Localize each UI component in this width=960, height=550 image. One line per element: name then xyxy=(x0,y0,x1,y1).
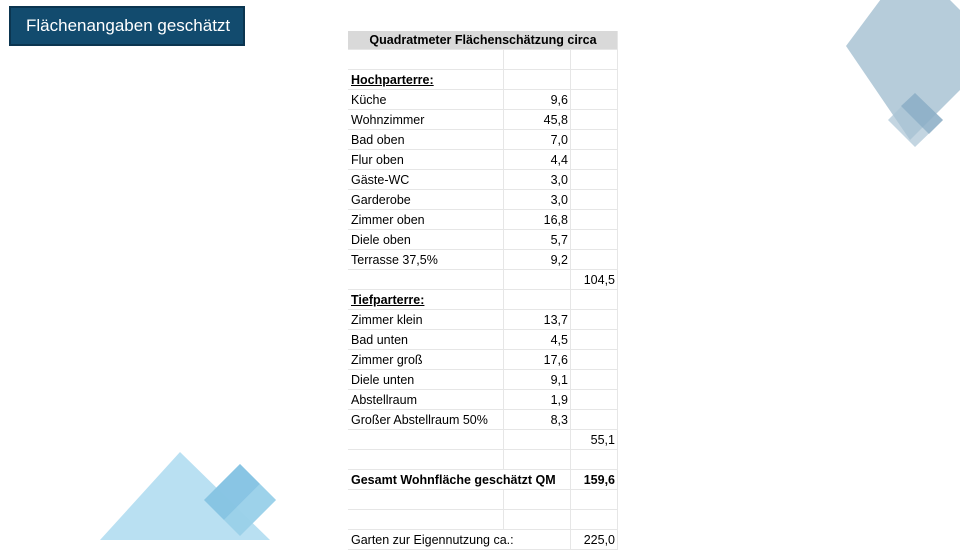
table-row xyxy=(348,170,618,190)
room-name: Diele oben xyxy=(348,230,504,250)
table-row xyxy=(348,310,618,330)
subtotal-row-tiefparterre xyxy=(348,430,618,450)
room-area: 13,7 xyxy=(504,310,571,330)
room-name: Zimmer klein xyxy=(348,310,504,330)
room-name: Gäste-WC xyxy=(348,170,504,190)
empty-row xyxy=(348,50,618,70)
subtotal-hochparterre: 104,5 xyxy=(571,270,618,290)
table-row xyxy=(348,190,618,210)
section-row-hochparterre xyxy=(348,70,618,90)
table-header-row xyxy=(348,31,618,50)
total-row xyxy=(348,470,618,490)
room-area: 9,2 xyxy=(504,250,571,270)
empty-row xyxy=(348,510,618,530)
room-name: Terrasse 37,5% xyxy=(348,250,504,270)
room-area: 5,7 xyxy=(504,230,571,250)
room-area: 9,6 xyxy=(504,90,571,110)
room-name: Zimmer oben xyxy=(348,210,504,230)
room-name: Flur oben xyxy=(348,150,504,170)
room-area: 16,8 xyxy=(504,210,571,230)
section-row-tiefparterre xyxy=(348,290,618,310)
slide-title-text: Flächenangaben geschätzt xyxy=(26,16,231,35)
decorative-shapes-bottom-left xyxy=(100,450,290,540)
table-row xyxy=(348,410,618,430)
room-area: 7,0 xyxy=(504,130,571,150)
table-header: Quadratmeter Flächenschätzung circa xyxy=(348,31,618,50)
room-area: 4,5 xyxy=(504,330,571,350)
room-area: 17,6 xyxy=(504,350,571,370)
garden-label: Garten zur Eigennutzung ca.: xyxy=(348,530,571,550)
room-name: Bad oben xyxy=(348,130,504,150)
decorative-shapes-top-right xyxy=(840,0,960,150)
room-area: 4,4 xyxy=(504,150,571,170)
section-label-tiefparterre: Tiefparterre: xyxy=(348,290,504,310)
table-row xyxy=(348,210,618,230)
area-estimate-table xyxy=(348,31,618,550)
table-row xyxy=(348,250,618,270)
table-row xyxy=(348,110,618,130)
room-name: Abstellraum xyxy=(348,390,504,410)
table-row xyxy=(348,370,618,390)
room-area: 9,1 xyxy=(504,370,571,390)
table-row xyxy=(348,350,618,370)
total-label: Gesamt Wohnfläche geschätzt QM xyxy=(348,470,571,490)
room-area: 8,3 xyxy=(504,410,571,430)
subtotal-row-hochparterre xyxy=(348,270,618,290)
empty-row xyxy=(348,490,618,510)
table-row xyxy=(348,90,618,110)
table-row xyxy=(348,390,618,410)
room-name: Diele unten xyxy=(348,370,504,390)
section-label-hochparterre: Hochparterre: xyxy=(348,70,504,90)
table-row xyxy=(348,150,618,170)
room-area: 3,0 xyxy=(504,170,571,190)
room-name: Küche xyxy=(348,90,504,110)
room-name: Wohnzimmer xyxy=(348,110,504,130)
garden-value: 225,0 xyxy=(571,530,618,550)
room-name: Zimmer groß xyxy=(348,350,504,370)
room-area: 45,8 xyxy=(504,110,571,130)
table-row xyxy=(348,230,618,250)
slide-title xyxy=(9,6,245,46)
total-value: 159,6 xyxy=(571,470,618,490)
subtotal-tiefparterre: 55,1 xyxy=(571,430,618,450)
room-area: 3,0 xyxy=(504,190,571,210)
table-row xyxy=(348,330,618,350)
empty-row xyxy=(348,450,618,470)
room-name: Bad unten xyxy=(348,330,504,350)
table-row xyxy=(348,130,618,150)
room-name: Großer Abstellraum 50% xyxy=(348,410,504,430)
room-name: Garderobe xyxy=(348,190,504,210)
room-area: 1,9 xyxy=(504,390,571,410)
